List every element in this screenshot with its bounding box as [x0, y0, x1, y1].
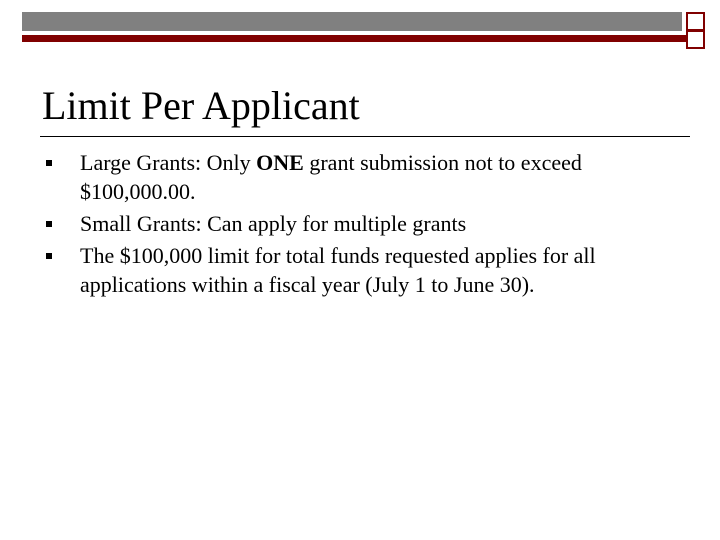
square-bullet-icon — [46, 253, 52, 259]
bullet-list — [40, 148, 680, 302]
decorative-square-top — [686, 12, 705, 31]
header-decoration — [22, 8, 712, 46]
bullet-text: The $100,000 limit for total funds requested applies for all applications within a fiscal year (July 1 to June 30). — [80, 243, 596, 297]
decorative-square-bottom — [686, 30, 705, 49]
bullet-item-large-grants — [40, 148, 680, 206]
bullet-item-small-grants — [40, 209, 680, 238]
slide-title: Limit Per Applicant — [42, 83, 360, 128]
bullet-text: Small Grants: Can apply for multiple grants — [80, 211, 467, 236]
bullet-item-funding-limit — [40, 241, 680, 299]
bullet-emphasis: ONE — [256, 150, 304, 175]
header-grey-bar — [22, 12, 682, 31]
square-bullet-icon — [46, 221, 52, 227]
title-underline — [40, 136, 690, 137]
bullet-text-after: grant submission not to exceed $100,000.00. — [80, 150, 582, 204]
header-red-bar — [22, 35, 690, 42]
square-bullet-icon — [46, 160, 52, 166]
bullet-text-before: Large Grants: Only — [80, 150, 257, 175]
